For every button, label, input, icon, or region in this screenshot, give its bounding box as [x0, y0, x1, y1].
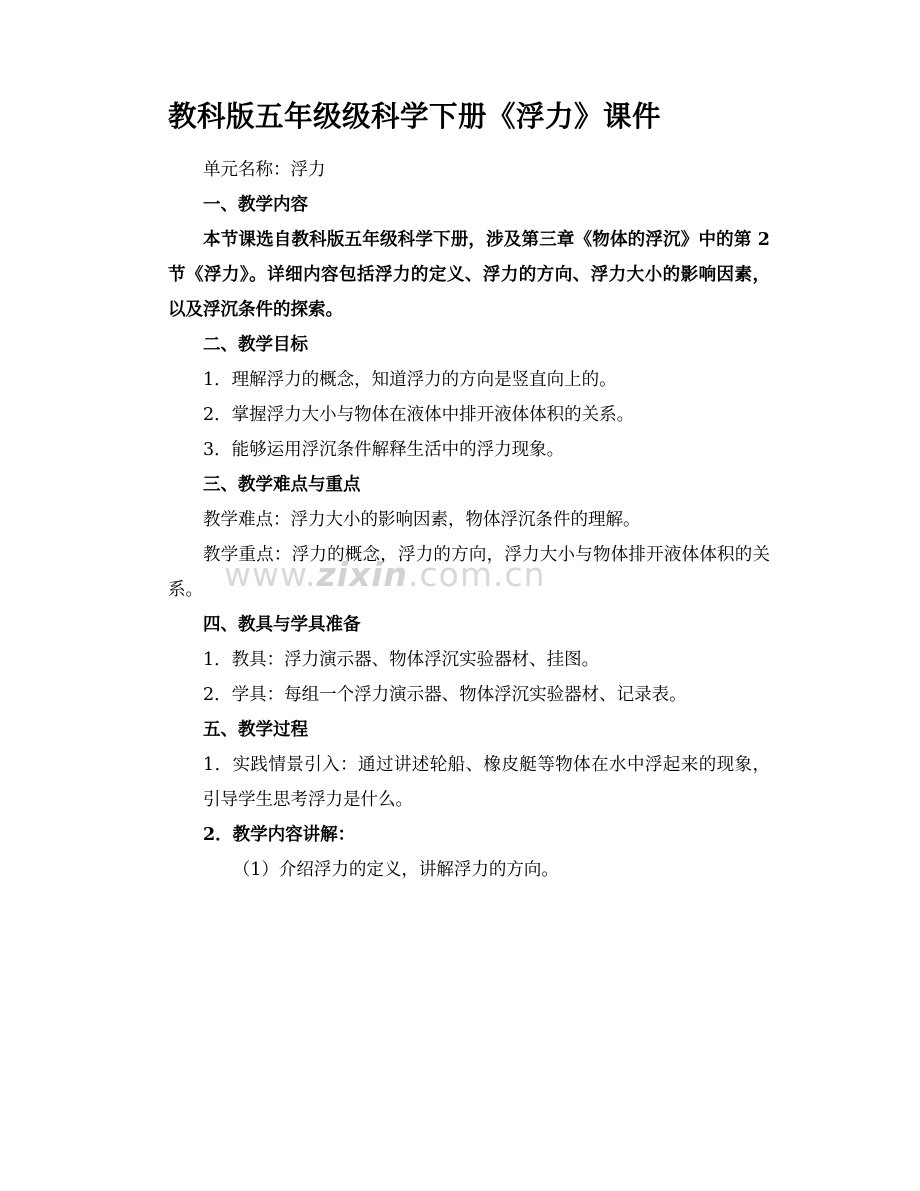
section-heading-difficulties-key-points: 三、教学难点与重点: [203, 474, 361, 495]
watermark-suffix: .com.cn: [408, 555, 546, 594]
watermark-logo: zixin: [316, 555, 409, 594]
watermark-prefix: www.: [224, 555, 317, 594]
unit-name-line: 单元名称：浮力: [203, 159, 326, 180]
list-item: 2．学具：每组一个浮力演示器、物体浮沉实验器材、记录表。: [203, 684, 687, 705]
list-item: 教学难点：浮力大小的影响因素，物体浮沉条件的理解。: [203, 509, 641, 530]
section-heading-teaching-process: 五、教学过程: [203, 719, 308, 740]
list-item: 1．教具：浮力演示器、物体浮沉实验器材、挂图。: [203, 649, 600, 670]
list-item: 教学重点：浮力的概念，浮力的方向，浮力大小与物体排开液体体积的关系。: [168, 544, 770, 600]
page-title: 教科版五年级级科学下册《浮力》课件: [168, 100, 662, 133]
list-item: 1．实践情景引入：通过讲述轮船、橡皮艇等物体在水中浮起来的现象，引导学生思考浮力是什么。: [203, 754, 770, 810]
section-heading-teaching-content: 一、教学内容: [203, 194, 308, 215]
list-item-bold: 2．教学内容讲解：: [203, 824, 356, 845]
list-item: 3．能够运用浮沉条件解释生活中的浮力现象。: [203, 439, 565, 460]
section-heading-teaching-objectives: 二、教学目标: [203, 334, 308, 355]
list-item: 2．掌握浮力大小与物体在液体中排开液体体积的关系。: [203, 404, 635, 425]
section-paragraph-teaching-content: 本节课选自教科版五年级科学下册，涉及第三章《物体的浮沉》中的第 2 节《浮力》。详细内容包括浮力的定义、浮力的方向、浮力大小的影响因素，以及浮沉条件的探索。: [168, 229, 770, 320]
section-heading-teaching-aids: 四、教具与学具准备: [203, 614, 361, 635]
list-item: 1．理解浮力的概念，知道浮力的方向是竖直向上的。: [203, 369, 617, 390]
sub-list-item: （1）介绍浮力的定义，讲解浮力的方向。: [232, 859, 559, 880]
